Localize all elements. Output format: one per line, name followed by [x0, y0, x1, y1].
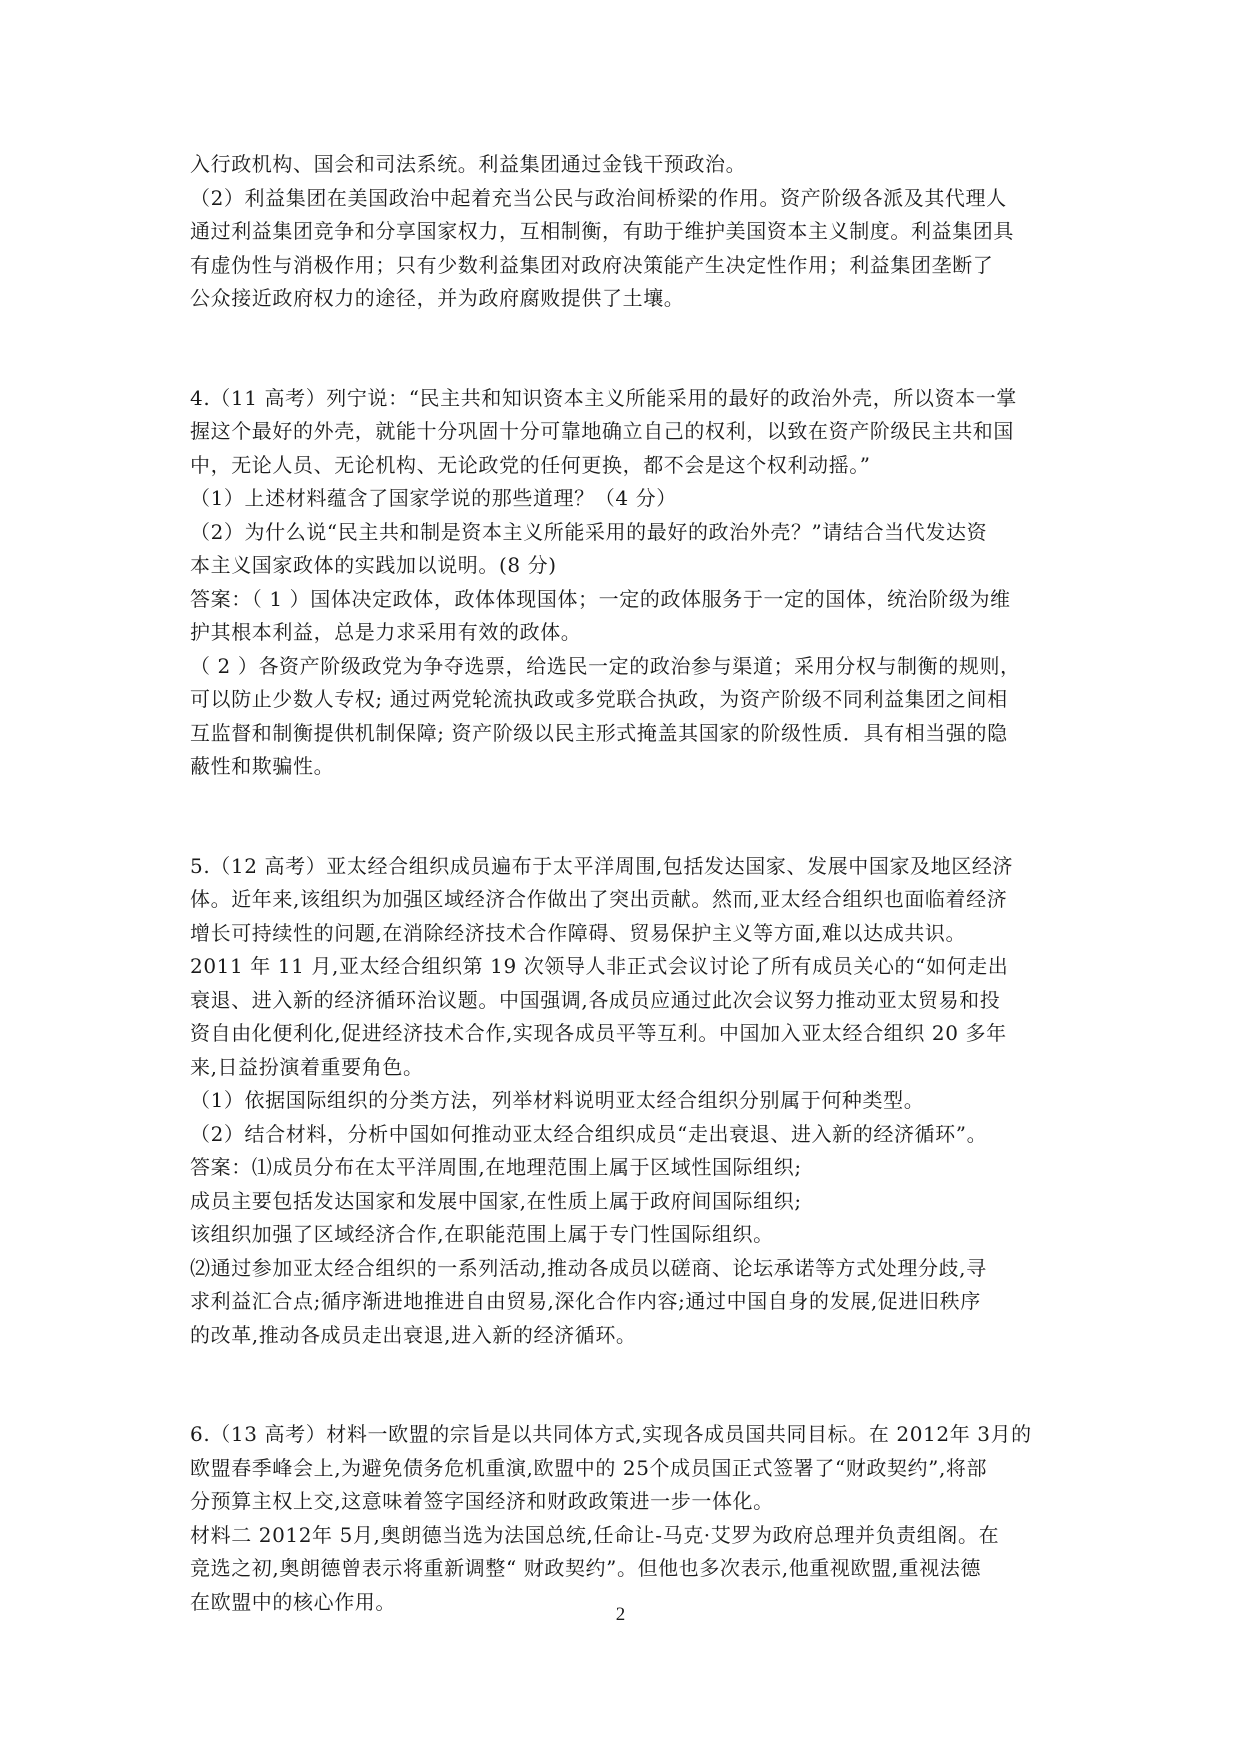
question-6-stem: 6.（13 高考）材料一欧盟的宗旨是以共同体方式,实现各成员国共同目标。在 2012年 3月的 [190, 1422, 1032, 1446]
text-line: 本主义国家政体的实践加以说明。(8 分) [190, 553, 557, 577]
answer-continuation-block [190, 148, 1060, 316]
question-5-block [190, 850, 1060, 1353]
text-line: 通过利益集团竞争和分享国家权力，互相制衡，有助于维护美国资本主义制度。利益集团具 [190, 219, 1014, 243]
text-line: 公众接近政府权力的途径，并为政府腐败提供了土壤。 [190, 286, 685, 310]
text-line: 蔽性和欺骗性。 [190, 754, 335, 778]
text-line: 增长可持续性的问题,在消除经济技术合作障碍、贸易保护主义等方面,难以达成共识。 [190, 920, 967, 945]
text-line: 欧盟春季峰会上,为避免债务危机重演,欧盟中的 25个成员国正式签署了“财政契约”,将部 [190, 1455, 988, 1480]
text-line: 竞选之初,奥朗德曾表示将重新调整“ 财政契约”。但他也多次表示,他重视欧盟,重视法德 [190, 1556, 982, 1580]
text-line: 中，无论人员、无论机构、无论政党的任何更换，都不会是这个权利动摇。” [190, 452, 871, 477]
material-2-line: 材料二 2012年 5月,奥朗德当选为法国总统,任命让-马克·艾罗为政府总理并负责组阁。在 [190, 1522, 1000, 1547]
text-line: 入行政机构、国会和司法系统。利益集团通过金钱干预政治。 [190, 152, 747, 176]
text-line: 握这个最好的外壳，就能十分巩固十分可靠地确立自己的权利，以致在资产阶级民主共和国 [190, 419, 1014, 443]
text-line: （2）利益集团在美国政治中起着充当公民与政治间桥梁的作用。资产阶级各派及其代理人 [190, 185, 1007, 210]
question-5-part-2: （2）结合材料，分析中国如何推动亚太经合组织成员“走出衰退、进入新的经济循环”。 [190, 1121, 988, 1146]
text-line: 衰退、进入新的经济循环治议题。中国强调,各成员应通过此次会议努力推动亚太贸易和投 [190, 987, 1001, 1012]
text-line: （ 2 ）各资产阶级政党为争夺选票，给选民一定的政治参与渠道；采用分权与制衡的规则， [190, 653, 1021, 678]
page-number: 2 [615, 1604, 626, 1625]
text-line: 资自由化便利化,促进经济技术合作,实现各成员平等互利。中国加入亚太经合组织 20 多年 [190, 1021, 1007, 1045]
text-line: 求利益汇合点;循序渐进地推进自由贸易,深化合作内容;通过中国自身的发展,促进旧秩序 [190, 1289, 981, 1313]
text-line: 成员主要包括发达国家和发展中国家,在性质上属于政府间国际组织; [190, 1188, 802, 1213]
text-line: 体。近年来,该组织为加强区域经济合作做出了突出贡献。然而,亚太经合组织也面临着经济 [190, 887, 1008, 911]
question-5-stem: 5.（12 高考）亚太经合组织成员遍布于太平洋周围,包括发达国家、发展中国家及地区经济 [190, 853, 1014, 878]
paragraph-gap [190, 1352, 1060, 1418]
question-4-block [190, 382, 1060, 784]
text-line: ⑵通过参加亚太经合组织的一系列活动,推动各成员以磋商、论坛承诺等方式处理分歧,寻 [190, 1255, 987, 1280]
text-line: 可以防止少数人专权; 通过两党轮流执政或多党联合执政，为资产阶级不同利益集团之间相 [190, 687, 1008, 711]
text-line: 在欧盟中的核心作用。 [190, 1589, 396, 1614]
question-4-stem: 4.（11 高考）列宁说：“民主共和知识资本主义所能采用的最好的政治外壳，所以资本一掌 [190, 385, 1017, 410]
question-5-part-1: （1）依据国际组织的分类方法，列举材料说明亚太经合组织分别属于何种类型。 [190, 1088, 925, 1112]
paragraph-gap [190, 316, 1060, 382]
document-body [190, 148, 1060, 1619]
question-4-answer: 答案：（ 1 ）国体决定政体，政体体现国体；一定的政体服务于一定的国体，统治阶级为维 [190, 586, 1011, 611]
text-line: 分预算主权上交,这意味着签字国经济和财政政策进一步一体化。 [190, 1489, 774, 1513]
text-line: 互监督和制衡提供机制保障; 资产阶级以民主形式掩盖其国家的阶级性质．具有相当强的隐 [190, 720, 1008, 745]
text-line: 的改革,推动各成员走出衰退,进入新的经济循环。 [190, 1322, 637, 1347]
paragraph-gap [190, 784, 1060, 850]
text-line: 该组织加强了区域经济合作,在职能范围上属于专门性国际组织。 [190, 1222, 774, 1246]
question-4-part-2: （2）为什么说“民主共和制是资本主义所能采用的最好的政治外壳？”请结合当代发达资 [190, 519, 988, 544]
text-line: 护其根本利益，总是力求采用有效的政体。 [190, 620, 582, 644]
question-6-block [190, 1418, 1060, 1619]
text-line: 有虚伪性与消极作用；只有少数利益集团对政府决策能产生决定性作用；利益集团垄断了 [190, 252, 994, 277]
question-5-answer: 答案：⑴成员分布在太平洋周围,在地理范围上属于区域性国际组织; [190, 1155, 802, 1179]
text-line: 2011 年 11 月,亚太经合组织第 19 次领导人非正式会议讨论了所有成员关心的“如何走出 [190, 954, 1009, 978]
text-line: 来,日益扮演着重要角色。 [190, 1054, 424, 1079]
question-4-part-1: （1）上述材料蕴含了国家学说的那些道理？（4 分） [190, 486, 677, 510]
